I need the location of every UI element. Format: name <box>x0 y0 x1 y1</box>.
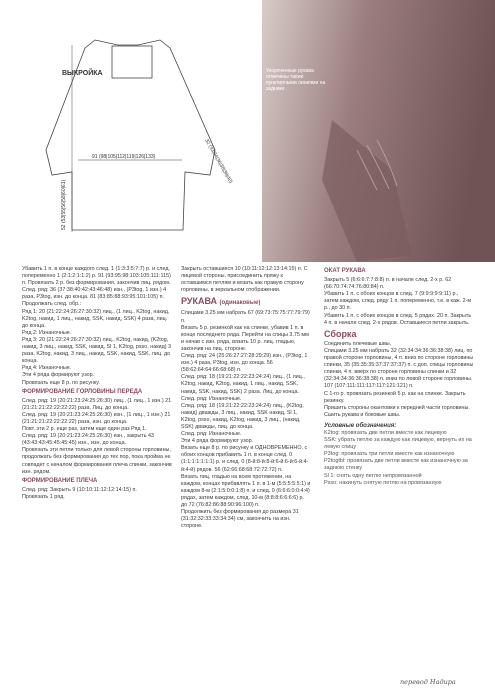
text-line: След. ряд: 24 (25:26:27:27:28:29:29) изн., (P3tog, 1 изн.) 4 раза, P3tog, изн. до конца. 56 (58:62:64:64:66:68:68) п. <box>181 353 309 374</box>
text-line: Сшить рукава и боковые швы. <box>324 411 401 418</box>
legend-item: K2tog: провязать две петли вместе как лицевую <box>324 429 447 436</box>
intro-text: Убавить 1 п. в конце каждого след. 1 (1:3:3:5:7:7) р. и след. попеременно 1 (2:1:2:1:1:2) р. 91 (93:95:98:103:105:111:115) п. Провязать 2 р. без формирования, закончив лиц. рядом. <box>22 266 173 287</box>
text-line: След. ряд: 19 (20:21:23:24:25:26:30) лиц., (1 лиц., 1 изн.) 21 (21:21:21:22:22:22:22) раза. Лиц. до конца. <box>22 397 173 411</box>
text-line: Убавить 1 п. с обоих концов в след. 5 рядах. 20 п. Закрыть 4 п. в начале след. 2-х рядов. Оставшиеся петли закрыть. <box>324 312 473 326</box>
garment-outline <box>46 40 215 230</box>
text-line: С 1-го р. провязать резинкой 5 р. как на спинке. Закрыть резинку. <box>324 390 468 404</box>
text-line: Провязать эти петли только для левой стороны горловины, продолжать без формирования до тех пор, пока пройма не совпадет с началом формирования плеча спинки, закончив изн. рядом. <box>22 447 174 475</box>
intro-text: Закрыть оставшиеся 10 (10:11:12:12:13:14:15) п. С лицевой стороны, присоединить пряжу к оставшимся петлям и вязать как правую сторону горловины, в зеркальном отображении. <box>181 266 310 294</box>
text-line: Провязать еще 8 р. по рисунку. <box>22 379 100 386</box>
legend-item: Sl 1: снять одну петлю непровязанной <box>324 472 422 479</box>
neckline <box>112 46 152 78</box>
text-line: 107 (107:111:111:117:117:121:121) п. <box>324 383 414 390</box>
text-line: След. ряд: 19 (20:21:23:24:25:26:30) изн., (1 лиц., 1 изн.) 21 (21:21:21:22:22:22:22) раза, изн. до конца. <box>22 411 172 425</box>
column-middle <box>181 266 311 530</box>
text-line: Эти 4 ряда формируют узор. <box>181 438 254 445</box>
text-line: След. ряд: 18 (19:21:22:22:23:24:24) лиц., (K2tog, накид) дважды, 3 лиц., накид, SSK накид, Sl 1, K2tog, pssо, накид, K2tog, накид, 3 лиц., (накид, SSK) дважды, лиц. до конца. <box>181 402 306 430</box>
photo-art <box>262 0 495 262</box>
text-line: Убавить 1 п. с обоих концов в след. 7 (9:9:9:9:9:11) р., затем каждом, след. ряду 1 п. попеременно, т.е. в каж. 2-м р., до 30 п. <box>324 291 473 312</box>
text-line: След. ряд: Изнаночные. <box>181 395 242 402</box>
legend-item: SSK: убрать петлю за каждую как лицевую, вернуть их на левую спицу <box>324 437 474 451</box>
pattern-schematic <box>0 0 262 262</box>
section-heading-sleeves: РУКАВА (одинаковые) <box>181 296 261 307</box>
text-line: След. ряд: 18 (19:21:22:22:23:24:24) лиц., (1 лиц., K2tog, накид, K2tog, накид, 1 лиц., накид, SSK, накид, SSK, накид, SSK) 2 раза. Лиц. до конца. <box>181 374 307 395</box>
legend-title: Условные обозначения: <box>324 422 397 429</box>
translator-signature: перевод Надира <box>400 678 456 686</box>
section-heading-sleeve-cap: ОКАТ РУКАВА <box>324 268 366 274</box>
garment-photo <box>262 0 495 262</box>
schematic-drawing <box>0 0 262 262</box>
text-line: След. ряд: Закрыть 9 (10:10:11:12:12:14:15) п. <box>22 486 137 493</box>
section-heading-shoulder: ФОРМИРОВАНИЕ ПЛЕЧА <box>22 477 98 484</box>
text-line: Спицами 3.25 мм набрать 32 (32:34:34:36:36:38:38) лиц. по правой стороне горловины, 4 п. вниз по стороне горловины спинки, 35 (35:35:35:37:37:37:37) п. с доп. спицы горловины спинки, 4 п. вверх по стороне горловины спинки и 32 (32:34:34:36:36:38:38) п. вниз по левой стороне горловины. <box>324 347 475 383</box>
text-line: Вязать лиц. гладью на всем протяжении, на каждом, концах прибавлять 1 п. в 1-м (5:5:5:5:5:1) и каждом 8-м (2:1:5:0:0:1:8) п. и след. 0 (6:6:6:0:0:4:4) рядах, затем каждом, след. 10-м (8:8:8:6:6:6:6) р. до 72 (76:82:86:88:90:96:100) п. <box>181 473 312 508</box>
text-line: След. ряд: 36 (37:38:40:42:43:46:48) изн., (Р3tog, 1 изн.) 4 раза, P3tog, изн. до конца. 81 (83:85:88:93:95:101:105) п. <box>22 287 168 301</box>
text-line: Продолжать след. обр.: <box>22 301 82 308</box>
column-left <box>22 266 172 501</box>
text-line: Ряд 1: 20 (21:22:24:26:27:30:32) лиц., (1 лиц., K2tog, накид, K2tog, накид, 1 лиц., накид, SSK, накид, SSK) 4 раза, лиц. до конца. <box>22 308 171 329</box>
text-line: Провязать 1 ряд. <box>22 493 65 500</box>
legend-item: P2togtbl: провязать две петли вместе как изнаночную за заднюю стенку <box>324 458 470 472</box>
length-label: 52 (53|55|56|58|60|61) <box>61 179 67 230</box>
schematic-title: ВЫКРОЙКА <box>62 70 103 77</box>
photo-caption: Укороченные рукава отмечены также пунктирными линиями на заднике <box>266 68 326 92</box>
legend-item: Pssо: накинуть снятую петлю на провязанную <box>324 479 442 486</box>
text-line: След. ряд: 19 (20:21:23:24:25:26:30) изн., закрыть 43 (43:43:43:45:45:45:45) изн., изн. до конца. <box>22 433 156 447</box>
text-line: Пришить стороны окантовки к передней части горловины. <box>324 404 470 411</box>
text-line: Вязать еще 8 р. по рисунку и ОДНОВРЕМЕННО, с обоих концов прибавить 1 п. в конце след. 0 (1:1:1:1:1:1:1) р. и след. 0 (8-й:8-й:8-й:6-й:6-й:6-й:4-й:4-й) рядов. 56 (62:66:68:68:72:72:72) п. <box>181 445 309 473</box>
text-line: Соединить плечевые швы. <box>324 340 392 347</box>
text-line: Ряд 4: Изнаночные. <box>22 365 72 372</box>
text-line: Ряд 2: Изнаночные. <box>22 329 72 336</box>
text-line: Ряд 3: 20 (21:22:24:26:27:30:32) лиц., K2tog, накид, (K2tog, накид, 3 лиц., накид, SSK, накид, Sl 1, K2tog, pssо, накид) 3 раза, K2tog, накид, 3 лиц., накид, SSK, накид, SSK, лиц. до конца. <box>22 336 173 365</box>
legend-item: P3tog: провязать три петли вместе как изнаночную <box>324 451 455 458</box>
text-line: Продолжить без формирования до размера 31 (31:32:32:33:33:34:34) см, закончить на изн. стороне. <box>181 509 301 530</box>
width-label: 91 (98|105|112|119|126|133) <box>92 154 156 160</box>
section-heading-front-neck: ФОРМИРОВАНИЕ ГОРЛОВИНЫ ПЕРЕДА <box>22 388 143 395</box>
text-line: Спицами 3.25 мм набрать 67 (69:73:75:75:77:79:79) п. <box>181 310 312 324</box>
text-line: Повт. эти 2 р. еще раз, затем еще один раз Ряд 1. <box>22 426 147 433</box>
text-line: След. ряд: Изнаночные. <box>181 431 242 438</box>
column-right <box>324 266 474 487</box>
text-line: Вязать 5 р. резинкой как на спинке, убавив 1 п. в конце последнего ряда. Перейти на спицы 3.75 мм и начав с изн. ряда, вязать 10 р. лиц. гладью, закончив на лиц. стороне. <box>181 324 311 352</box>
text-line: Закрыть 5 (6:6:6:7:7:8:8) п. в начале след. 2-х р. 62 (66:70:74:74:76:80:84) п. <box>324 277 453 291</box>
section-heading-assembly: Сборка <box>324 328 357 339</box>
sleeve-label: 32 (33|34|36|38|38|40) <box>203 138 234 185</box>
text-line: Эти 4 ряда формируют узор. <box>22 372 95 379</box>
